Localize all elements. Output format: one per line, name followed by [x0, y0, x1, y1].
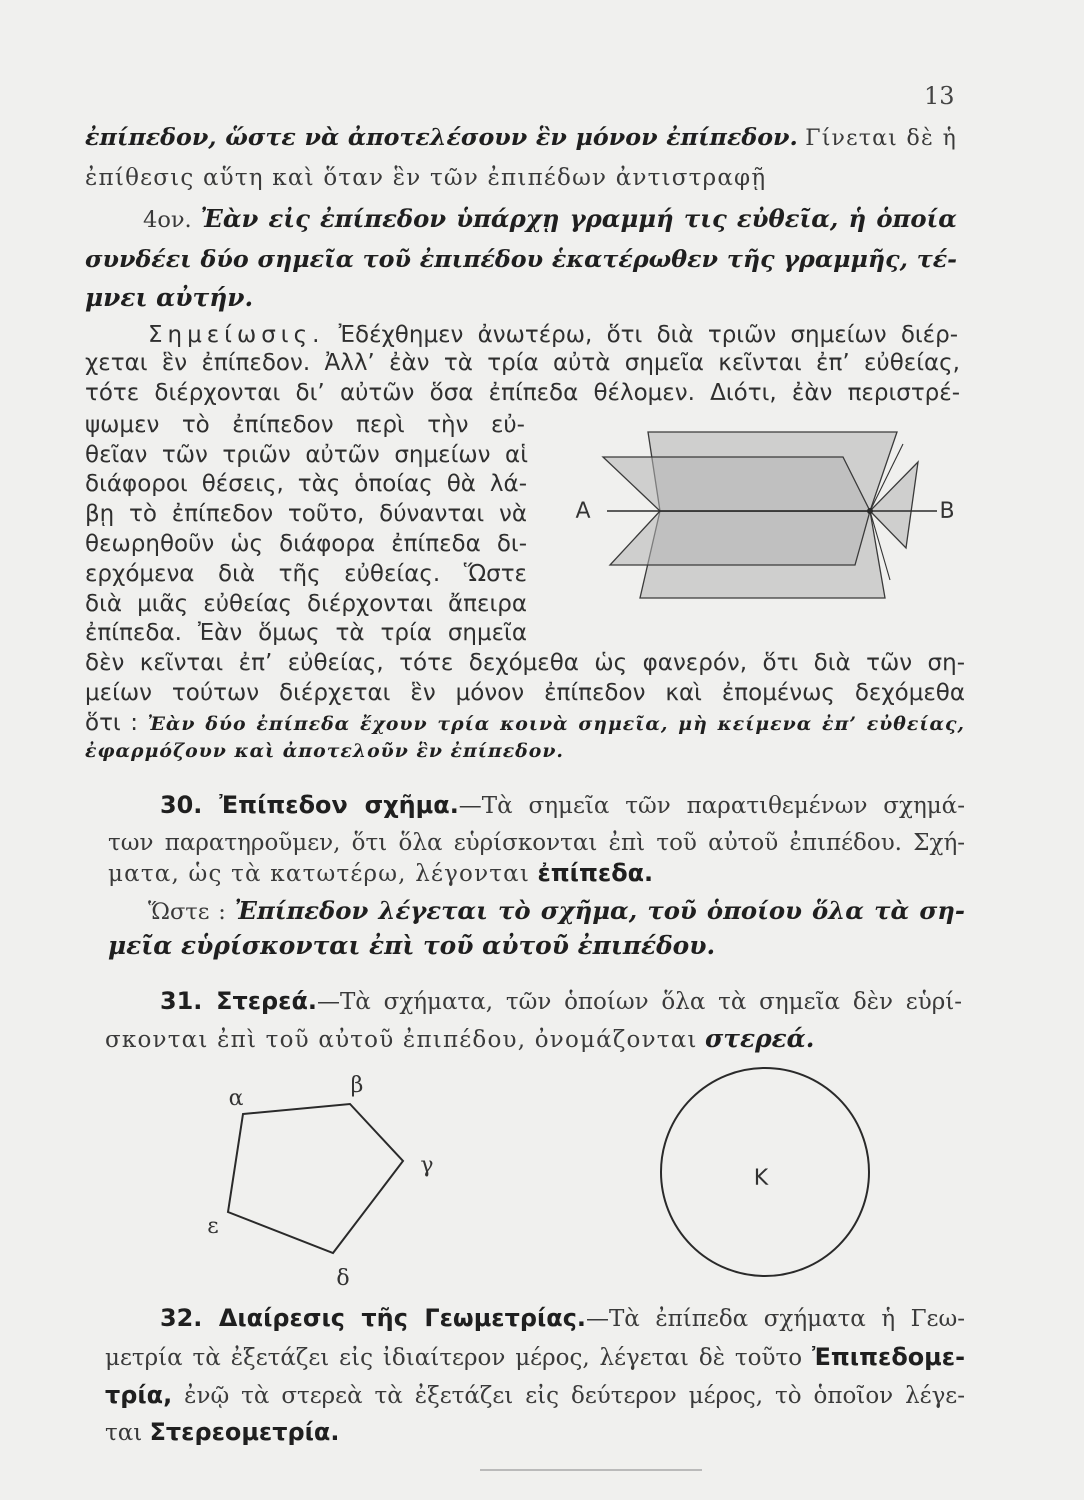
note-line-7: βῃ τὸ ἐπίπεδον τοῦτο, δύνανται νὰ	[85, 501, 527, 527]
section-30-heading: 30. Ἐπίπεδον σχῆμα.	[160, 791, 459, 819]
intersection-point	[867, 508, 873, 514]
note-line-4: ψωμεν τὸ ἐπίπεδον περὶ τὴν εὐ-	[85, 412, 525, 438]
section-32-text-3: ἐνῷ τὰ στερεὰ τὰ ἐξετάζει εἰς δεύτερον μέρος, τὸ ὁποῖον λέγε-	[184, 1383, 965, 1409]
proposition-4-line-2	[85, 243, 957, 277]
note-line-13: μείων τούτων διέρχεται ἓν μόνον ἐπίπεδον καὶ ἐπομένως δεχόμεθα	[85, 680, 965, 706]
section-31-term: στερεά.	[704, 1024, 815, 1053]
note-line-8: θεωρηθοῦν ὡς διάφορα ἐπίπεδα δι-	[85, 531, 527, 557]
section-30-term: ἐπίπεδα.	[537, 859, 654, 887]
section-30-line-3	[108, 857, 653, 890]
section-30-definition-text-1: Ἐπίπεδον λέγεται τὸ σχῆμα, τοῦ ὁποίου ὅλα τὰ ση-	[234, 896, 965, 925]
plane-lower-front	[610, 511, 870, 565]
note-line-6: διάφοροι θέσεις, τὰς ὁποίας θὰ λά-	[85, 471, 527, 497]
intro-line-1	[85, 121, 957, 155]
section-30-definition-lead: Ὥστε :	[148, 899, 226, 925]
proposition-4-text-2: συνδέει δύο σημεῖα τοῦ ἐπιπέδου ἑκατέρωθεν τῆς γραμμῆς, τέ-	[85, 245, 957, 273]
note-line-3: τότε διέρχονται δι’ αὐτῶν ὅσα ἐπίπεδα θέλομεν. Διότι, ἐὰν περιστρέ-	[85, 380, 960, 406]
section-30-definition-line-2	[108, 930, 715, 963]
note-conclusion-text-2: ἐφαρμόζουν καὶ ἀποτελοῦν ἓν ἐπίπεδον.	[85, 740, 564, 762]
note-line-5: θεῖαν τῶν τριῶν αὐτῶν σημείων αἱ	[85, 442, 528, 468]
vertex-label-c: γ	[420, 1153, 434, 1178]
vertex-label-b: β	[350, 1073, 364, 1098]
plane-upper-front	[603, 457, 870, 511]
circle-center-label: Κ	[753, 1166, 769, 1191]
section-32-text-4: ται	[105, 1420, 143, 1446]
section-31-text-1: —Τὰ σχήματα, τῶν ὁποίων ὅλα τὰ σημεῖα δὲν εὑρί-	[316, 989, 962, 1015]
proposition-4-line-3	[85, 282, 253, 315]
section-31-heading: 31. Στερεά.	[160, 987, 317, 1015]
section-32-term-1-cont: τρία,	[105, 1381, 173, 1409]
note-line-11: ἐπίπεδα. Ἐὰν ὅμως τὰ τρία σημεῖα	[85, 620, 527, 646]
note-line-12: δὲν κεῖνται ἐπ’ εὐθείας, τότε δεχόμεθα ὡς φανερόν, ὅτι διὰ τῶν ση-	[85, 650, 965, 676]
section-30-definition-line-1	[148, 895, 965, 928]
circle	[661, 1068, 869, 1276]
section-31-text-2: σκονται ἐπὶ τοῦ αὐτοῦ ἐπιπέδου, ὀνομάζονται	[105, 1027, 698, 1053]
note-line-2: χεται ἓν ἐπίπεδον. Ἀλλ’ ἐὰν τὰ τρία αὐτὰ σημεῖα κεῖνται ἐπ’ εὐθείας,	[85, 350, 960, 376]
section-30-line-1	[160, 789, 965, 822]
plane-edge-ray-1	[870, 444, 903, 511]
intro-line-2: ἐπίθεσις αὕτη καὶ ὅταν ἓν τῶν ἐπιπέδων ἀντιστραφῇ	[85, 165, 767, 191]
section-32-term-1: Ἐπιπεδομε-	[811, 1343, 966, 1371]
intro-line-1-tail: Γίνεται δὲ ἡ	[805, 126, 958, 151]
intro-emphasis: ἐπίπεδον, ὥστε νὰ ἀποτελέσουν ἓν μόνον ἐπίπεδον.	[85, 123, 798, 151]
label-b: Β	[939, 499, 955, 524]
note-line-9: ερχόμενα διὰ τῆς εὐθείας. Ὥστε	[85, 561, 527, 587]
pentagon	[228, 1104, 403, 1253]
note-conclusion-line-2	[85, 734, 564, 767]
vertex-label-a: α	[228, 1086, 244, 1111]
note-conclusion-text-1: Ἐὰν δύο ἐπίπεδα ἔχουν τρία κοινὰ σημεῖα, μὴ κείμενα ἐπ’ εὐθείας,	[147, 713, 966, 735]
section-32-line-4	[105, 1416, 339, 1449]
note-label: Σημείωσις.	[148, 322, 325, 348]
note-line-10: διὰ μιᾶς εὐθείας διέρχονται ἄπειρα	[85, 591, 527, 617]
section-30-text-1: —Τὰ σημεῖα τῶν παρατιθεμένων σχημά-	[458, 793, 965, 819]
section-32-line-3	[105, 1379, 965, 1412]
section-30-text-3: ματα, ὡς τὰ κατωτέρω, λέγονται	[108, 861, 531, 887]
proposition-number: 4ον.	[143, 207, 192, 233]
section-32-term-2: Στερεομετρία.	[149, 1418, 340, 1446]
section-31-line-1	[160, 985, 962, 1018]
section-32-heading: 32. Διαίρεσις τῆς Γεωμετρίας.	[160, 1304, 586, 1332]
vertex-label-d: δ	[336, 1266, 350, 1291]
section-32-text-1: —Τὰ ἐπίπεδα σχήματα ἡ Γεω-	[585, 1306, 965, 1332]
note-text-1: Ἐδέχθημεν ἀνωτέρω, ὅτι διὰ τριῶν σημείων διέρ-	[338, 322, 959, 348]
planes-figure	[575, 432, 954, 598]
section-32-line-2	[105, 1341, 965, 1374]
section-31-line-2	[105, 1023, 814, 1056]
label-a: Α	[575, 499, 591, 524]
vertex-label-e: ε	[207, 1214, 219, 1239]
section-32-line-1	[160, 1302, 965, 1335]
pentagon-figure	[207, 1073, 433, 1291]
plane-upper-back	[648, 432, 897, 511]
section-32-text-2: μετρία τὰ ἐξετάζει εἰς ἰδιαίτερον μέρος, λέγεται δὲ τοῦτο	[105, 1345, 803, 1371]
section-30-line-2: των παρατηροῦμεν, ὅτι ὅλα εὑρίσκονται ἐπὶ τοῦ αὐτοῦ ἐπιπέδου. Σχή-	[108, 830, 965, 856]
plane-lower-back	[640, 511, 885, 598]
proposition-4-text-3: μνει αὐτήν.	[85, 283, 254, 312]
note-conclusion-lead: ὅτι :	[85, 710, 139, 736]
circle-figure	[661, 1068, 869, 1276]
page-number: 13	[924, 82, 955, 110]
plane-right-wedge	[870, 462, 918, 548]
proposition-4-text-1: Ἐὰν εἰς ἐπίπεδον ὑπάρχῃ γραμμή τις εὐθεῖα, ἡ ὁποία	[200, 204, 957, 233]
proposition-4-line-1	[143, 203, 957, 236]
section-30-definition-text-2: μεῖα εὑρίσκονται ἐπὶ τοῦ αὐτοῦ ἐπιπέδου.	[108, 931, 716, 960]
plane-edge-ray-2	[870, 511, 890, 580]
